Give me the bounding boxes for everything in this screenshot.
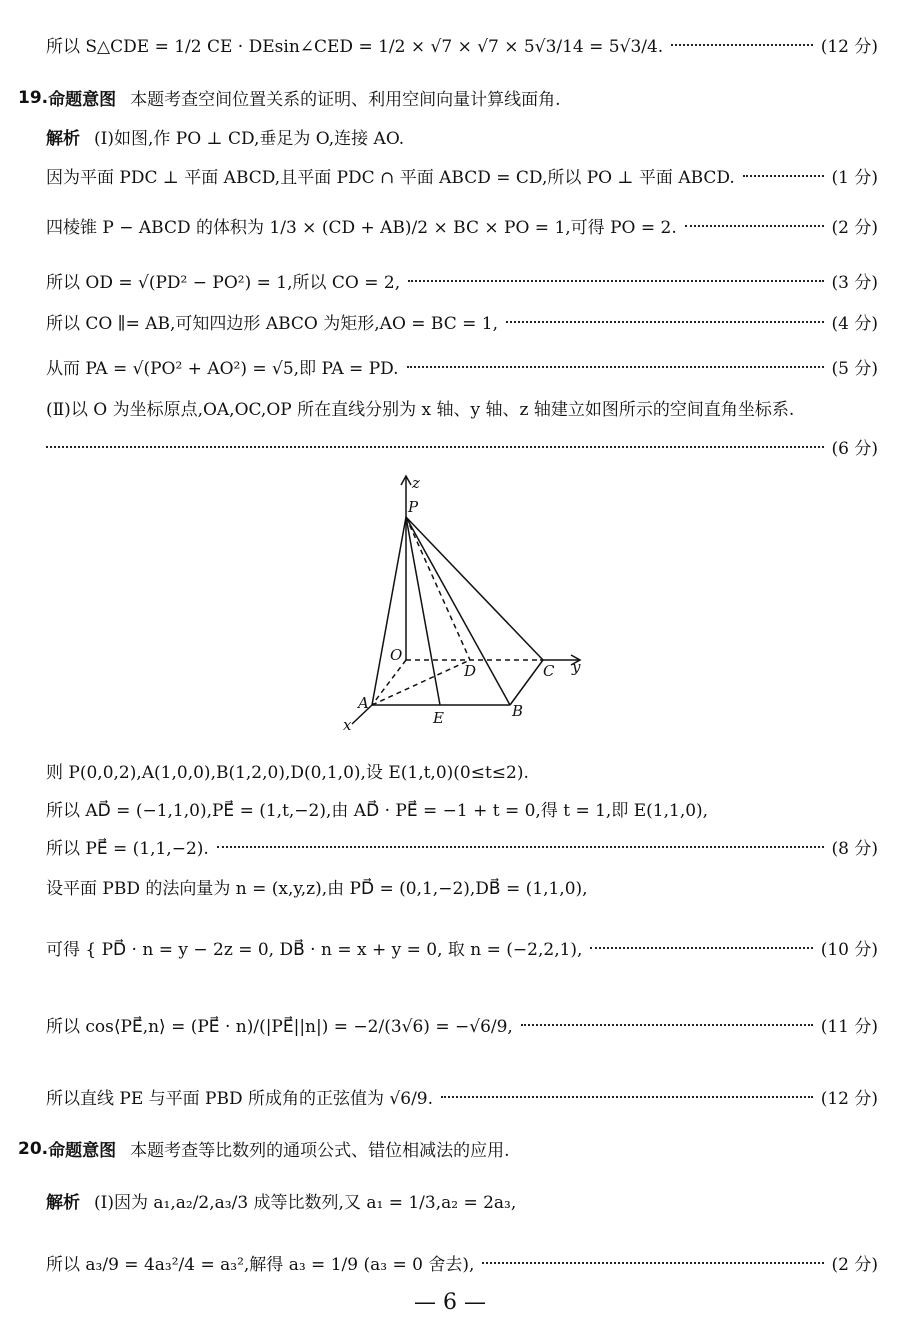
text-line bbox=[46, 309, 878, 334]
text-line bbox=[46, 268, 878, 293]
question-number: 20. bbox=[18, 1138, 49, 1159]
line-text: 四棱锥 P − ABCD 的体积为 1/3 × (CD + AB)/2 × BC × PO = 1,可得 PO = 2. bbox=[46, 218, 677, 238]
score-label: (11 分) bbox=[820, 1017, 878, 1037]
score-label: (1 分) bbox=[831, 168, 878, 188]
text-line bbox=[46, 1012, 878, 1037]
score-label: (5 分) bbox=[831, 359, 878, 379]
label-E: E bbox=[433, 709, 444, 727]
label-x: x bbox=[343, 716, 352, 730]
score-label: (4 分) bbox=[831, 314, 878, 334]
text-line bbox=[46, 874, 878, 899]
section-label: 命题意图 bbox=[48, 1141, 117, 1161]
pyramid-figure bbox=[0, 470, 900, 730]
label-D: D bbox=[464, 662, 477, 680]
leader-dots bbox=[743, 175, 824, 177]
line-text: 因为平面 PDC ⊥ 平面 ABCD,且平面 PDC ∩ 平面 ABCD = CD,所以 PO ⊥ 平面 ABCD. bbox=[46, 168, 735, 188]
leader-dots bbox=[217, 846, 824, 848]
score-label: (2 分) bbox=[831, 218, 878, 238]
line-text: 所以 S△CDE = 1/2 CE · DEsin∠CED = 1/2 × √7 × √7 × 5√3/14 = 5√3/4. bbox=[46, 37, 664, 57]
text-line bbox=[46, 124, 878, 149]
leader-dots bbox=[685, 225, 824, 227]
leader-dots bbox=[671, 44, 812, 46]
score-label: (3 分) bbox=[831, 273, 878, 293]
score-label: (10 分) bbox=[820, 940, 878, 960]
question-heading bbox=[18, 85, 878, 110]
line-text: (Ⅰ)如图,作 PO ⊥ CD,垂足为 O,连接 AO. bbox=[94, 129, 405, 149]
text-line bbox=[46, 434, 878, 459]
text-line bbox=[46, 32, 878, 57]
text-line bbox=[46, 796, 878, 821]
leader-dots bbox=[590, 947, 812, 949]
text-line bbox=[46, 1084, 878, 1109]
line-text: 所以 OD = √(PD² − PO²) = 1,所以 CO = 2, bbox=[46, 273, 401, 293]
leader-dots bbox=[482, 1262, 823, 1264]
label-O: O bbox=[390, 646, 403, 664]
leader-dots bbox=[46, 446, 824, 448]
text-line bbox=[46, 1250, 878, 1275]
line-text: 本题考查空间位置关系的证明、利用空间向量计算线面角. bbox=[130, 90, 561, 110]
text-line bbox=[46, 935, 878, 960]
text-line bbox=[46, 213, 878, 238]
leader-dots bbox=[506, 321, 823, 323]
line-text: 本题考查等比数列的通项公式、错位相减法的应用. bbox=[130, 1141, 510, 1161]
line-text: 所以 a₃/9 = 4a₃²/4 = a₃²,解得 a₃ = 1/9 (a₃ = 0 舍去), bbox=[46, 1255, 475, 1275]
score-label: (2 分) bbox=[831, 1255, 878, 1275]
leader-dots bbox=[407, 366, 824, 368]
line-text: (Ⅱ)以 O 为坐标原点,OA,OC,OP 所在直线分别为 x 轴、y 轴、z 轴建立如图所示的空间直角坐标系. bbox=[46, 400, 795, 420]
text-line bbox=[46, 1188, 878, 1213]
line-text: 则 P(0,0,2),A(1,0,0),B(1,2,0),D(0,1,0),设 E(1,t,0)(0≤t≤2). bbox=[46, 763, 529, 783]
leader-dots bbox=[521, 1024, 813, 1026]
label-y: y bbox=[572, 658, 581, 676]
score-label: (12 分) bbox=[820, 37, 878, 57]
line-text: 设平面 PBD 的法向量为 n = (x,y,z),由 PD⃗ = (0,1,−2),DB⃗ = (1,1,0), bbox=[46, 879, 588, 899]
line-text: 所以 AD⃗ = (−1,1,0),PE⃗ = (1,t,−2),由 AD⃗ · PE⃗ = −1 + t = 0,得 t = 1,即 E(1,1,0), bbox=[46, 801, 709, 821]
text-line bbox=[46, 163, 878, 188]
label-B: B bbox=[512, 702, 524, 720]
score-label: (8 分) bbox=[831, 839, 878, 859]
section-label: 解析 bbox=[46, 129, 80, 149]
line-text: 所以 PE⃗ = (1,1,−2). bbox=[46, 839, 209, 859]
question-heading bbox=[18, 1136, 878, 1161]
line-text: 从而 PA = √(PO² + AO²) = √5,即 PA = PD. bbox=[46, 359, 399, 379]
label-C: C bbox=[543, 662, 555, 680]
text-line bbox=[46, 758, 878, 783]
label-P: P bbox=[408, 498, 419, 516]
label-z: z bbox=[412, 474, 420, 492]
score-label: (6 分) bbox=[831, 439, 878, 459]
section-label: 命题意图 bbox=[48, 90, 117, 110]
line-text: 所以直线 PE 与平面 PBD 所成角的正弦值为 √6/9. bbox=[46, 1089, 434, 1109]
text-line bbox=[46, 395, 878, 420]
score-label: (12 分) bbox=[820, 1089, 878, 1109]
page-number: — 6 — bbox=[414, 1290, 486, 1315]
text-line bbox=[46, 354, 878, 379]
line-text: 可得 { PD⃗ · n = y − 2z = 0, DB⃗ · n = x + y = 0, 取 n = (−2,2,1), bbox=[46, 940, 583, 960]
leader-dots bbox=[441, 1096, 813, 1098]
text-line bbox=[46, 834, 878, 859]
section-label: 解析 bbox=[46, 1193, 80, 1213]
question-number: 19. bbox=[18, 87, 49, 108]
line-text: 所以 cos⟨PE⃗,n⟩ = (PE⃗ · n)/(|PE⃗||n|) = −2/(3√6) = −√6/9, bbox=[46, 1017, 513, 1037]
line-text: (Ⅰ)因为 a₁,a₂/2,a₃/3 成等比数列,又 a₁ = 1/3,a₂ = 2a₃, bbox=[94, 1193, 517, 1213]
leader-dots bbox=[408, 280, 823, 282]
label-A: A bbox=[358, 694, 369, 712]
line-text: 所以 CO ∥= AB,可知四边形 ABCO 为矩形,AO = BC = 1, bbox=[46, 314, 499, 334]
